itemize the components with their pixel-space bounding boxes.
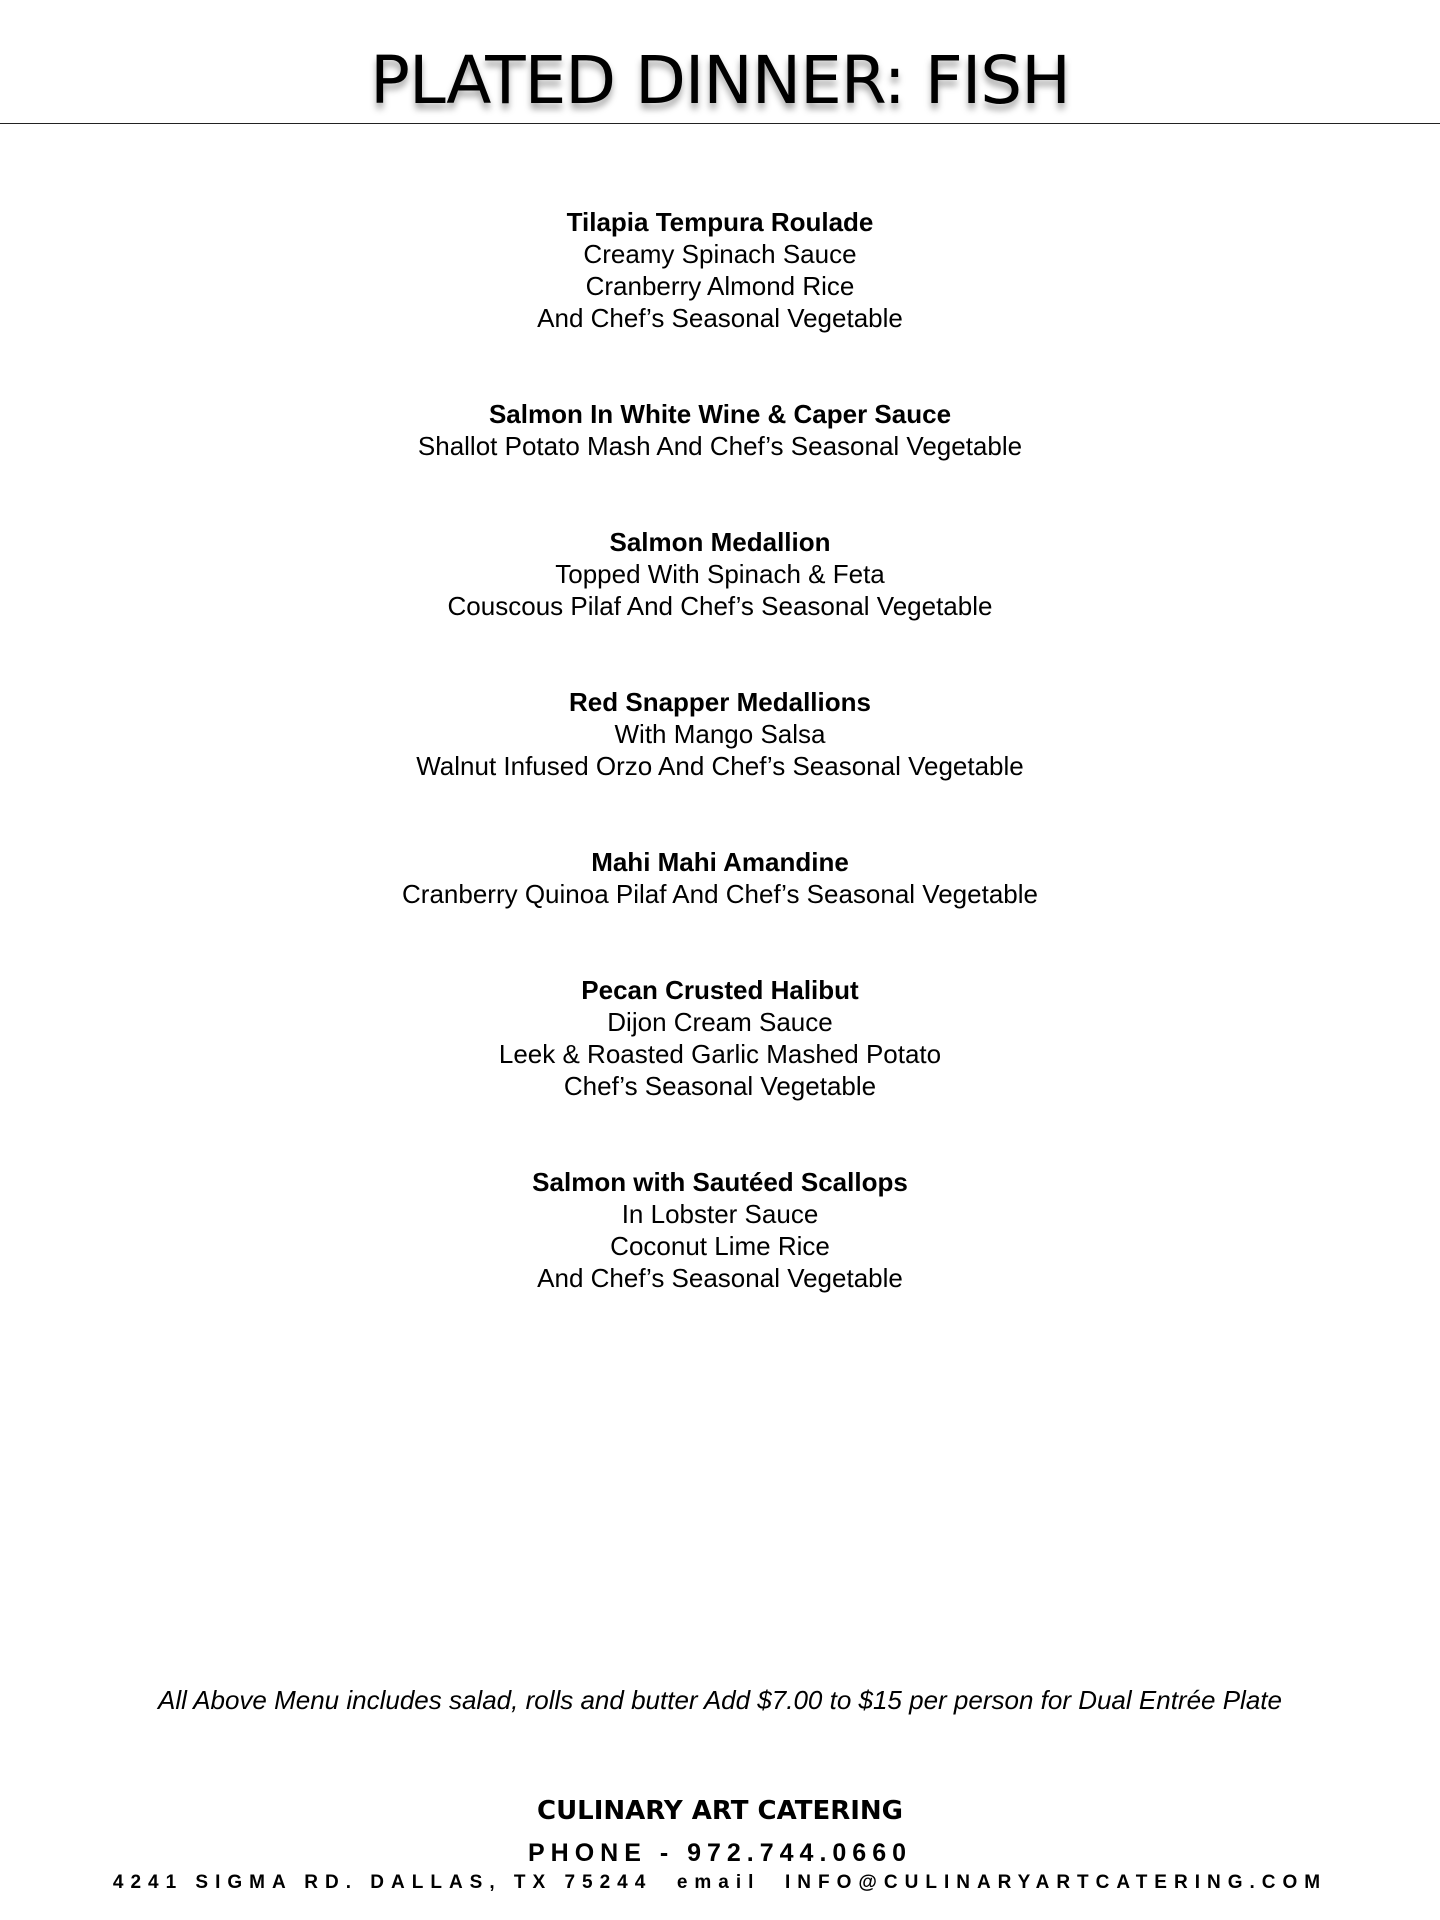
menu-item-name: Salmon Medallion xyxy=(609,527,831,557)
menu-item-name: Mahi Mahi Amandine xyxy=(591,847,849,877)
company-name: CULINARY ART CATERING xyxy=(536,1796,904,1826)
menu-item-description: Walnut Infused Orzo And Chef’s Seasonal Vegetable xyxy=(416,751,1024,781)
title-divider xyxy=(0,123,1440,124)
menu-list xyxy=(0,206,1440,1294)
menu-item-description: Cranberry Almond Rice xyxy=(585,271,855,301)
menu-item-description: Shallot Potato Mash And Chef’s Seasonal Vegetable xyxy=(417,431,1023,461)
menu-item-description: Creamy Spinach Sauce xyxy=(583,239,857,269)
menu-item xyxy=(0,846,1440,910)
menu-item-name: Tilapia Tempura Roulade xyxy=(566,207,874,237)
menu-item-description: Coconut Lime Rice xyxy=(610,1231,830,1261)
menu-item xyxy=(0,206,1440,334)
menu-footnote: All Above Menu includes salad, rolls and butter Add $7.00 to $15 per person for Dual Entrée Plate xyxy=(158,1685,1282,1715)
menu-item-description: And Chef’s Seasonal Vegetable xyxy=(537,303,903,333)
menu-item-description: And Chef’s Seasonal Vegetable xyxy=(537,1263,903,1293)
menu-item-description: Chef’s Seasonal Vegetable xyxy=(563,1071,877,1101)
contact-address: 4241 SIGMA RD. DALLAS, TX 75244 email INFO@CULINARYARTCATERING.COM xyxy=(112,1872,1328,1893)
menu-item-description: With Mango Salsa xyxy=(614,719,826,749)
menu-item-description: Topped With Spinach & Feta xyxy=(555,559,885,589)
menu-item-name: Pecan Crusted Halibut xyxy=(581,975,859,1005)
menu-item xyxy=(0,974,1440,1102)
menu-item xyxy=(0,398,1440,462)
menu-item-name: Salmon In White Wine & Caper Sauce xyxy=(488,399,952,429)
menu-item-name: Salmon with Sautéed Scallops xyxy=(532,1167,908,1197)
menu-item-description: In Lobster Sauce xyxy=(621,1199,819,1229)
menu-item-description: Couscous Pilaf And Chef’s Seasonal Vegetable xyxy=(447,591,993,621)
menu-item-description: Dijon Cream Sauce xyxy=(607,1007,833,1037)
menu-item-name: Red Snapper Medallions xyxy=(569,687,871,717)
menu-item xyxy=(0,686,1440,782)
page-title: PLATED DINNER: FISH xyxy=(370,42,1070,119)
phone-number: PHONE - 972.744.0660 xyxy=(527,1839,913,1867)
menu-item xyxy=(0,526,1440,622)
menu-item xyxy=(0,1166,1440,1294)
menu-item-description: Cranberry Quinoa Pilaf And Chef’s Seasonal Vegetable xyxy=(402,879,1038,909)
menu-item-description: Leek & Roasted Garlic Mashed Potato xyxy=(498,1039,942,1069)
